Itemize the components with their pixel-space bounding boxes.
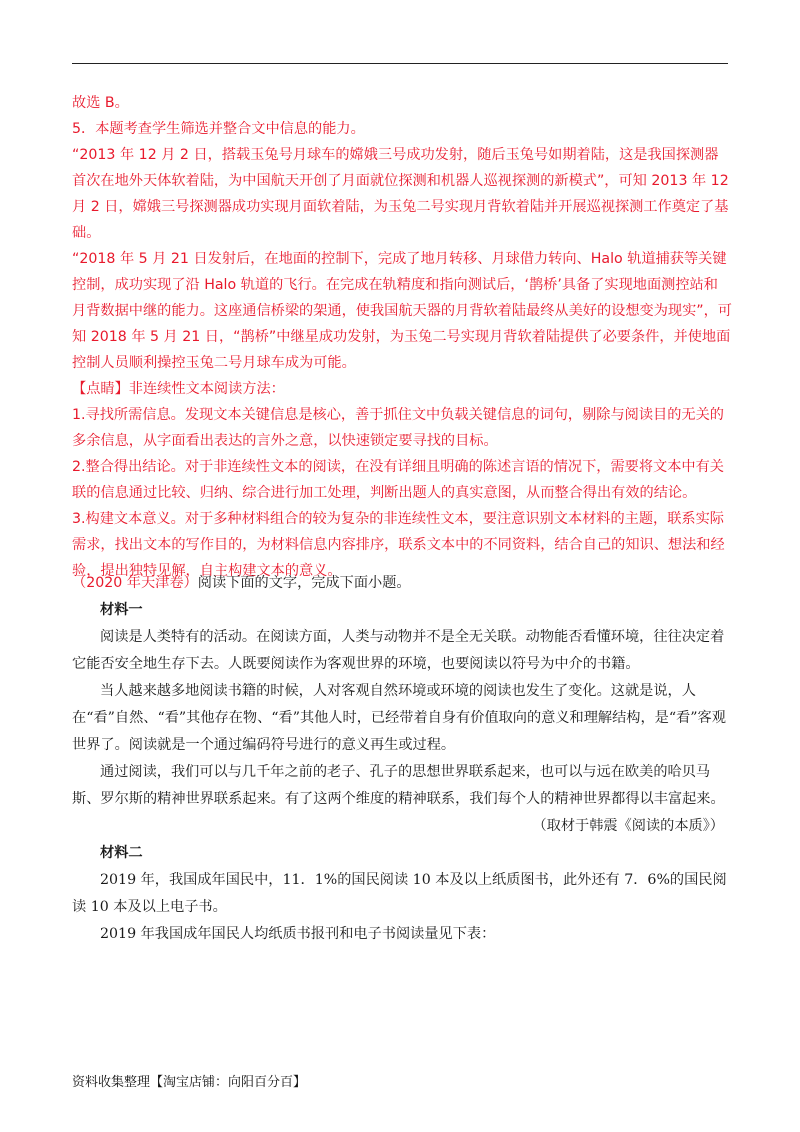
material-1-paragraph-2: 当人越来越多地阅读书籍的时候，人对客观自然环境或环境的阅读也发生了变化。这就是说，人在“看”自然、“看”其他存在物、“看”其他人时，已经带着自身有价值取向的意义和理解结构，是“看”客观世界了。阅读就是一个通过编码符号进行的意义再生或过程。 bbox=[72, 683, 726, 753]
question-instruction: 阅读下面的文字，完成下面小题。 bbox=[197, 575, 411, 591]
answer-paragraph-1: “2013 年 12 月 2 日，搭载玉兔号月球车的嫦娥三号成功发射，随后玉兔号如期着陆，这是我国探测器首次在地外天体软着陆，为中国航天开创了月面就位探测和机器人巡视探测的新模式”，可知 2013 年 12 月 2 日，嫦娥三号探测器成功实现月面软着陆，为玉兔二号实现月背软着陆并开展巡视探测工作奠定了基础。 bbox=[72, 147, 729, 241]
material-2-paragraph-2: 2019 年我国成年国民人均纸质书报刊和电子书阅读量见下表： bbox=[100, 926, 496, 942]
tip-item-3: 3.构建文本意义。对于多种材料组合的较为复杂的非连续性文本，要注意识别文本材料的主题，联系实际需求，找出文本的写作目的，为材料信息内容排序，联系文本中的不同资料，结合自己的知识、想法和经验，提出独特见解，自主构建文本的意义。 bbox=[72, 511, 725, 579]
question-instruction-line bbox=[72, 570, 732, 597]
question-section bbox=[72, 570, 732, 948]
question-source-tag: （2020 年天津卷） bbox=[72, 575, 198, 591]
answer-section bbox=[72, 90, 732, 584]
answer-paragraph-2: “2018 年 5 月 21 日发射后，在地面的控制下，完成了地月转移、月球借力转向、Halo 轨道捕获等关键控制，成功实现了沿 Halo 轨道的飞行。在完成在轨精度和指向测试后，‘鹊桥’具备了实现地面测控站和月背数据中继的能力。这座通信桥梁的架通，使我国航天器的月背软着陆最终从美好的设想变为现实”，可知 2018 年 5 月 21 日，“鹊桥”中继星成功发射，为玉兔二号实现月背软着陆提供了必要条件，并使地面控制人员顺利操控玉兔二号月球车成为可能。 bbox=[72, 251, 732, 371]
answer-choice: 故选 B。 bbox=[72, 95, 129, 111]
material-1-source: （取材于韩震《阅读的本质》） bbox=[532, 818, 724, 834]
tip-item-1: 1.寻找所需信息。发现文本关键信息是核心，善于抓住文中负载关键信息的词句，剔除与阅读目的无关的多余信息，从字面看出表达的言外之意，以快速锁定要寻找的目标。 bbox=[72, 407, 724, 449]
material-1-title: 材料一 bbox=[100, 602, 143, 618]
page-footer: 资料收集整理【淘宝店铺：向阳百分百】 bbox=[72, 1075, 307, 1090]
header-rule bbox=[72, 63, 728, 64]
material-1-paragraph-1: 阅读是人类特有的活动。在阅读方面，人类与动物并不是全无关联。动物能否看懂环境，往往决定着它能否安全地生存下去。人既要阅读作为客观世界的环境，也要阅读以符号为中介的书籍。 bbox=[72, 629, 725, 672]
material-1-paragraph-3: 通过阅读，我们可以与几千年之前的老子、孔子的思想世界联系起来，也可以与远在欧美的哈贝马斯、罗尔斯的精神世界联系起来。有了这两个维度的精神联系，我们每个人的精神世界都得以丰富起来。 bbox=[72, 764, 725, 807]
tip-heading: 【点睛】非连续性文本阅读方法： bbox=[72, 381, 285, 397]
material-2-paragraph-1: 2019 年，我国成年国民中，11．1%的国民阅读 10 本及以上纸质图书，此外还有 7．6%的国民阅读 10 本及以上电子书。 bbox=[72, 872, 727, 915]
material-2-title: 材料二 bbox=[100, 845, 143, 861]
tip-item-2: 2.整合得出结论。对于非连续性文本的阅读，在没有详细且明确的陈述言语的情况下，需要将文本中有关联的信息通过比较、归纳、综合进行加工处理，判断出题人的真实意图，从而整合得出有效的结论。 bbox=[72, 459, 724, 501]
answer-q5-intro: 5．本题考查学生筛选并整合文中信息的能力。 bbox=[72, 121, 365, 137]
